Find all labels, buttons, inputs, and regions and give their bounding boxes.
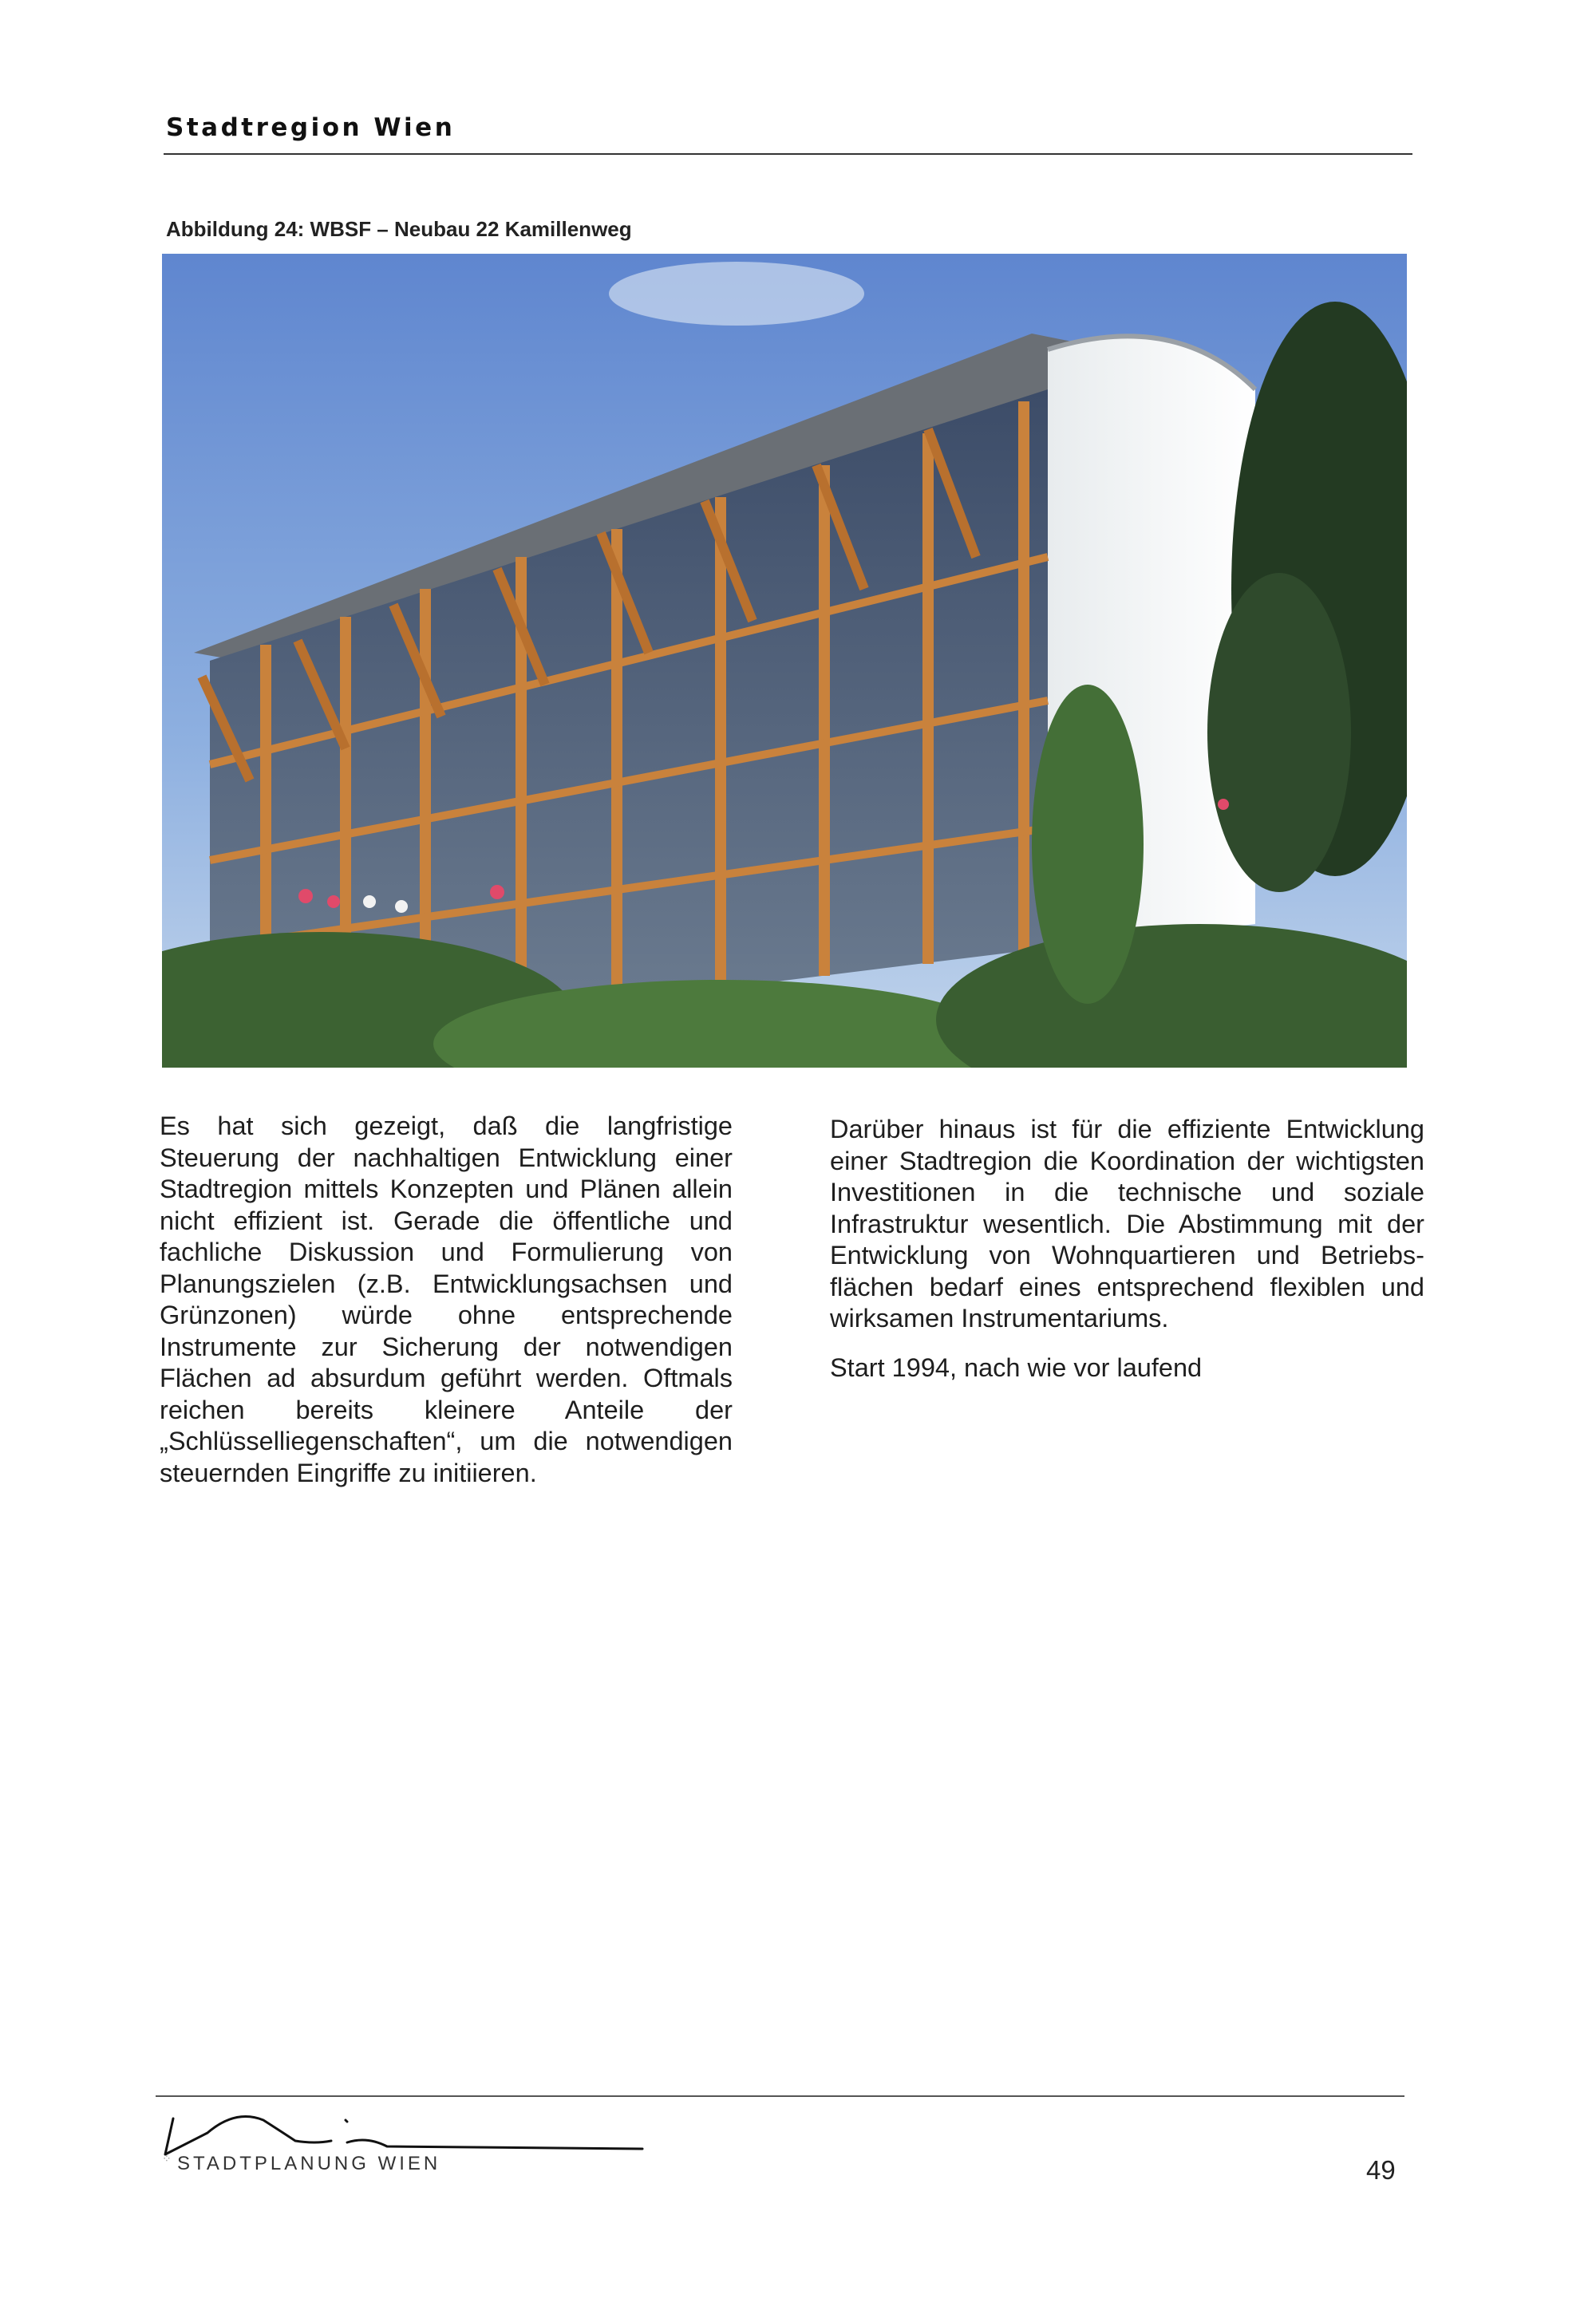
header-divider xyxy=(164,153,1412,155)
body-column-right xyxy=(830,1114,1424,1401)
footer-organization: STADTPLANUNG WIEN xyxy=(177,2153,441,2174)
building-photo xyxy=(162,254,1407,1068)
paragraph: Darüber hinaus ist für die effiziente Entwicklung einer Stadtregion die Koordination der wichtigsten Investitionen in die technische und soziale Infrastruktur wesentlich. Die Abstimmung mit der Entwicklung von Wohnquartieren und Betriebsflächen bedarf eines entsprechend flexiblen und wirksamen Instrumentariums. xyxy=(830,1115,1424,1333)
paragraph: Start 1994, nach wie vor laufend xyxy=(830,1352,1203,1382)
paragraph: Es hat sich gezeigt, daß die langfristige Steuerung der nachhaltigen Entwicklung einer Stadtregion mittels Konzepten und Plänen allein nicht effizient ist. Gerade die öffentliche und fachliche Diskussion und Formulierung von Planungszielen (z.B. Entwicklungsachsen und Grünzonen) würde ohne entsprechende Instrumente zur Sicherung der notwendigen Flächen ad absurdum geführt werden. Oftmals reichen bereits kleinere Anteile der „Schlüsselliegenschaften“, um die notwendigen steuernden Eingriffe zu initiieren. xyxy=(160,1112,733,1487)
page-header-title: Stadtregion Wien xyxy=(166,113,456,142)
body-column-left xyxy=(160,1111,733,1506)
page-number: 49 xyxy=(1366,2155,1396,2185)
signature-logo xyxy=(164,2095,658,2158)
figure-caption: Abbildung 24: WBSF – Neubau 22 Kamillenweg xyxy=(166,217,632,241)
org-emblem-icon: ⁘ xyxy=(162,2152,172,2165)
